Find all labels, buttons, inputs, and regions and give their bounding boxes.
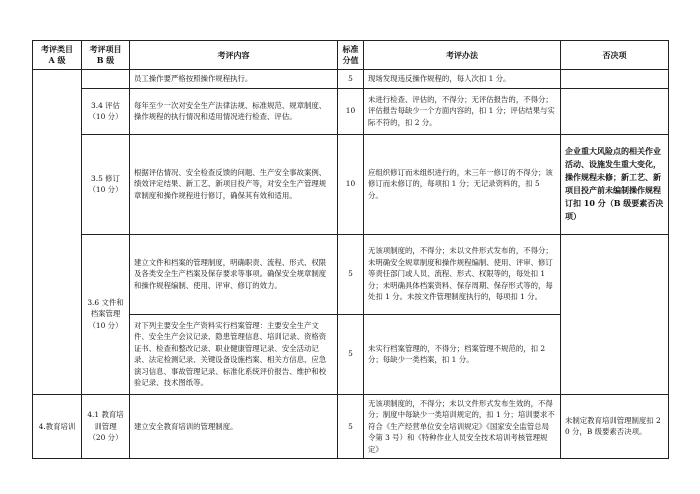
header-method: 考评办法 [364, 41, 561, 70]
cell-a: 4.教育培训 [33, 394, 82, 459]
cell-score: 5 [338, 314, 364, 394]
cell-content: 根据评估情况、安全检查反馈的问题、生产安全事故案例、绩效评定结果、新工艺、新项目投产等，对安全生产管理规章制度和操作规程进行修订，确保其有效和适用。 [130, 134, 338, 234]
cell-method: 未实行档案管理的，不得分；档案管理不规范的，扣 2 分；每缺少一类档案，扣 1 分。 [364, 314, 561, 394]
cell-score: 10 [338, 134, 364, 234]
header-a-level: 考评类目 A 级 [33, 41, 82, 70]
cell-content: 对下列主要安全生产资料实行档案管理：主要安全生产文件、安全生产会议记录、隐患管理信息、培训记录、资格资证书、检查和整改记录、职业健康管理记录、安全活动记录、法定检测记录、关键设备设施档案、相关方信息、应急演习信息、事故管理记录、标准化系统评价报告、维护和校验记录、技术图纸等。 [130, 314, 338, 394]
cell-veto: 企业重大风险点的相关作业活动、设施发生重大变化，操作规程未修；新工艺、新项目投产前未编制操作规程订扣 10 分（B 级要素否决项） [561, 134, 669, 234]
cell-content: 每年至少一次对安全生产法律法规、标准规范、规章制度、操作规程的执行情况和适用情况进行检查、评估。 [130, 88, 338, 134]
cell-method: 无该项制度的，不得分；未以文件形式发布的，不得分；未明确安全规章制度和操作规程编制、使用、评审、修订等责任部门或人员、流程、形式、权限等的，每处扣 1 分；未明确具体档案资料、保存周期、保存形式等的，每处扣 1 分。未按文件管理制度执行的，每项扣 1 分。 [364, 234, 561, 314]
cell-score: 5 [338, 394, 364, 459]
header-b-level: 考评项目 B 级 [82, 41, 130, 70]
header-score: 标准 分值 [338, 41, 364, 70]
cell-method: 应组织修订而未组织进行的，未三年一修订的不得分；该修订而未修订的，每项扣 1 分；无记录资料的，扣 5 分。 [364, 134, 561, 234]
cell-method: 无该项制度的，不得分；未以文件形式发布生效的，不得分；制度中每缺少一类培训规定的，扣 1 分；培训要求不符合《生产经营单位安全培训规定》《国家安全监管总局令第 3 号）和《特种作业人员安全技术培训考核管理规定》 [364, 394, 561, 459]
header-row [33, 41, 669, 70]
table-row [33, 70, 669, 89]
table-row [33, 234, 669, 314]
cell-content: 建立安全教育培训的管理制度。 [130, 394, 338, 459]
cell-method: 现场发现违反操作规程的，每人次扣 1 分。 [364, 70, 561, 89]
cell-score: 5 [338, 70, 364, 89]
cell-b: 3.5 修订 （10 分） [82, 134, 130, 234]
cell-veto-empty [561, 234, 669, 394]
cell-content: 建立文件和档案的管理制度，明确职责、流程、形式、权限及各类安全生产档案及保存要求等事项。确保安全规章制度和操作规程编制、使用、评审、修订的效力。 [130, 234, 338, 314]
cell-b: 3.4 评估 （10 分） [82, 88, 130, 134]
cell-score: 10 [338, 88, 364, 134]
header-veto: 否决项 [561, 41, 669, 70]
table-row [33, 88, 669, 134]
cell-b-empty [82, 70, 130, 89]
cell-veto: 未制定教育培训管理制度扣 20 分，B 级要素否决项。 [561, 394, 669, 459]
cell-method: 未进行检查、评估的，不得分；无评估报告的，不得分；评估报告每缺少一个方面内容的，扣 1 分；评估结果与实际不符的，扣 2 分。 [364, 88, 561, 134]
cell-content: 员工操作要严格按照操作规程执行。 [130, 70, 338, 89]
cell-a-empty [33, 70, 82, 395]
cell-b: 3.6 文件和档案管理 （10 分） [82, 234, 130, 394]
cell-veto-empty [561, 70, 669, 89]
assessment-table [32, 40, 669, 459]
cell-veto-empty [561, 88, 669, 134]
cell-score: 5 [338, 234, 364, 314]
header-content: 考评内容 [130, 41, 338, 70]
table-row [33, 134, 669, 234]
cell-b: 4.1 教育培训管理 （20 分） [82, 394, 130, 459]
table-row [33, 394, 669, 459]
